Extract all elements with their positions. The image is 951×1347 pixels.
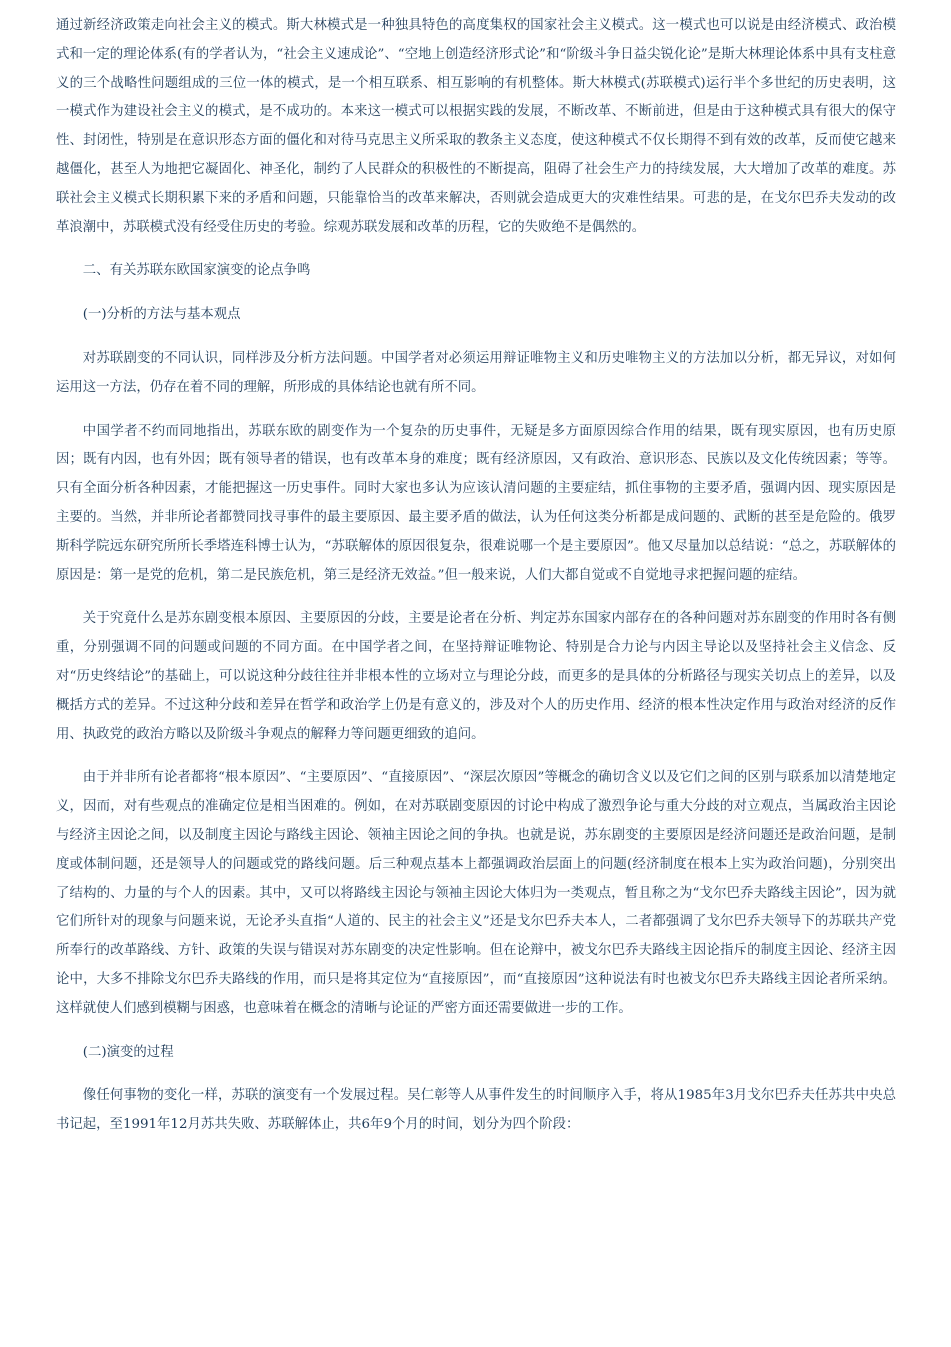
subsection-heading-process: (二)演变的过程	[82, 1044, 174, 1060]
paragraph-concepts: 由于并非所有论者都将“根本原因”、“主要原因”、“直接原因”、“深层次原因”等概念的确切含义以及它们之间的区别与联系加以清楚地定义，因而，对有些观点的准确定位是相当困难的。例如，在对苏联剧变原因的讨论中构成了激烈争论与重大分歧的对立观点，当属政治主因论与经济主因论之间，以及制度主因论与路线主因论、领袖主因论之间的争执。也就是说，苏东剧变的主要原因是经济问题还是政治问题，是制度或体制问题，还是领导人的问题或党的路线问题。后三种观点基本上都强调政治层面上的问题(经济制度在根本上实为政治问题)，分别突出了结构的、力量的与个人的因素。其中，又可以将路线主因论与领袖主因论大体归为一类观点，暂且称之为“戈尔巴乔夫路线主因论”，因为就它们所针对的现象与问题来说，无论矛头直指“人道的、民主的社会主义”还是戈尔巴乔夫本人，二者都强调了戈尔巴乔夫领导下的苏联共产党所奉行的改革路线、方针、政策的失误与错误对苏东剧变的决定性影响。但在论辩中，被戈尔巴乔夫路线主因论指斥的制度主因论、经济主因论中，大多不排除戈尔巴乔夫路线的作用，而只是将其定位为“直接原因”，而“直接原因”这种说法有时也被戈尔巴乔夫路线主因论者所采纳。这样就使人们感到模糊与困惑，也意味着在概念的清晰与论证的严密方面还需要做进一步的工作。	[56, 770, 896, 1016]
paragraph-methods: 对苏联剧变的不同认识，同样涉及分析方法问题。中国学者对必须运用辩证唯物主义和历史唯物主义的方法加以分析，都无异议，对如何运用这一方法，仍存在着不同的理解，所形成的具体结论也就有所不同。	[56, 350, 896, 395]
paragraph-multiple-causes: 中国学者不约而同地指出，苏联东欧的剧变作为一个复杂的历史事件，无疑是多方面原因综合作用的结果，既有现实原因，也有历史原因；既有内因，也有外因；既有领导者的错误，也有改革本身的难度；既有经济原因，又有政治、意识形态、民族以及文化传统因素；等等。只有全面分析各种因素，才能把握这一历史事件。同时大家也多认为应该认清问题的主要症结，抓住事物的主要矛盾，强调内因、现实原因是主要的。当然，并非所论者都赞同找寻事件的最主要原因、最主要矛盾的做法，认为任何这类分析都是成问题的、武断的甚至是危险的。俄罗斯科学院远东研究所所长季塔连科博士认为，“苏联解体的原因很复杂，很难说哪一个是主要原因”。他又尽量加以总结说：“总之，苏联解体的原因是：第一是党的危机，第二是民族危机，第三是经济无效益。”但一般来说，人们大都自觉或不自觉地寻求把握问题的症结。	[56, 423, 896, 583]
subsection-heading-methods: (一)分析的方法与基本观点	[82, 307, 241, 323]
paragraph-disagreements: 关于究竟什么是苏东剧变根本原因、主要原因的分歧，主要是论者在分析、判定苏东国家内部存在的各种问题对苏东剧变的作用时各有侧重，分别强调不同的问题或问题的不同方面。在中国学者之间，在坚持辩证唯物论、特别是合力论与内因主导论以及坚持社会主义信念、反对“历史终结论”的基础上，可以说这种分歧往往并非根本性的立场对立与理论分歧，而更多的是具体的分析路径与现实关切点上的差异，以及概括方式的差异。不过这种分歧和差异在哲学和政治学上仍是有意义的，涉及对个人的历史作用、经济的根本性决定作用与政治对经济的反作用、执政党的政治方略以及阶级斗争观点的解释力等问题更细致的追问。	[56, 611, 896, 742]
paragraph-stalin-model: 通过新经济政策走向社会主义的模式。斯大林模式是一种独具特色的高度集权的国家社会主义模式。这一模式也可以说是由经济模式、政治模式和一定的理论体系(有的学者认为，“社会主义速成论”、“空地上创造经济形式论”和“阶级斗争日益尖锐化论”是斯大林理论体系中具有支柱意义的三个战略性问题组成的三位一体的模式，是一个相互联系、相互影响的有机整体。斯大林模式(苏联模式)运行半个多世纪的历史表明，这一模式作为建设社会主义的模式，是不成功的。本来这一模式可以根据实践的发展，不断改革、不断前进，但是由于这种模式具有很大的保守性、封闭性，特别是在意识形态方面的僵化和对待马克思主义所采取的教条主义态度，使这种模式不仅长期得不到有效的改革，反而使它越来越僵化，甚至人为地把它凝固化、神圣化，制约了人民群众的积极性的不断提高，阻碍了社会生产力的持续发展，大大增加了改革的难度。苏联社会主义模式长期积累下来的矛盾和问题，只能靠恰当的改革来解决，否则就会造成更大的灾难性结果。可悲的是，在戈尔巴乔夫发动的改革浪潮中，苏联模式没有经受住历史的考验。综观苏联发展和改革的历程，它的失败绝不是偶然的。	[56, 18, 896, 235]
document-page	[56, 12, 896, 1155]
section-heading-debate: 二、有关苏联东欧国家演变的论点争鸣	[82, 263, 311, 279]
paragraph-stages: 像任何事物的变化一样，苏联的演变有一个发展过程。吴仁彰等人从事件发生的时间顺序入手，将从1985年3月戈尔巴乔夫任苏共中央总书记起，至1991年12月苏共失败、苏联解体止，共6年9个月的时间，划分为四个阶段：	[56, 1088, 896, 1133]
